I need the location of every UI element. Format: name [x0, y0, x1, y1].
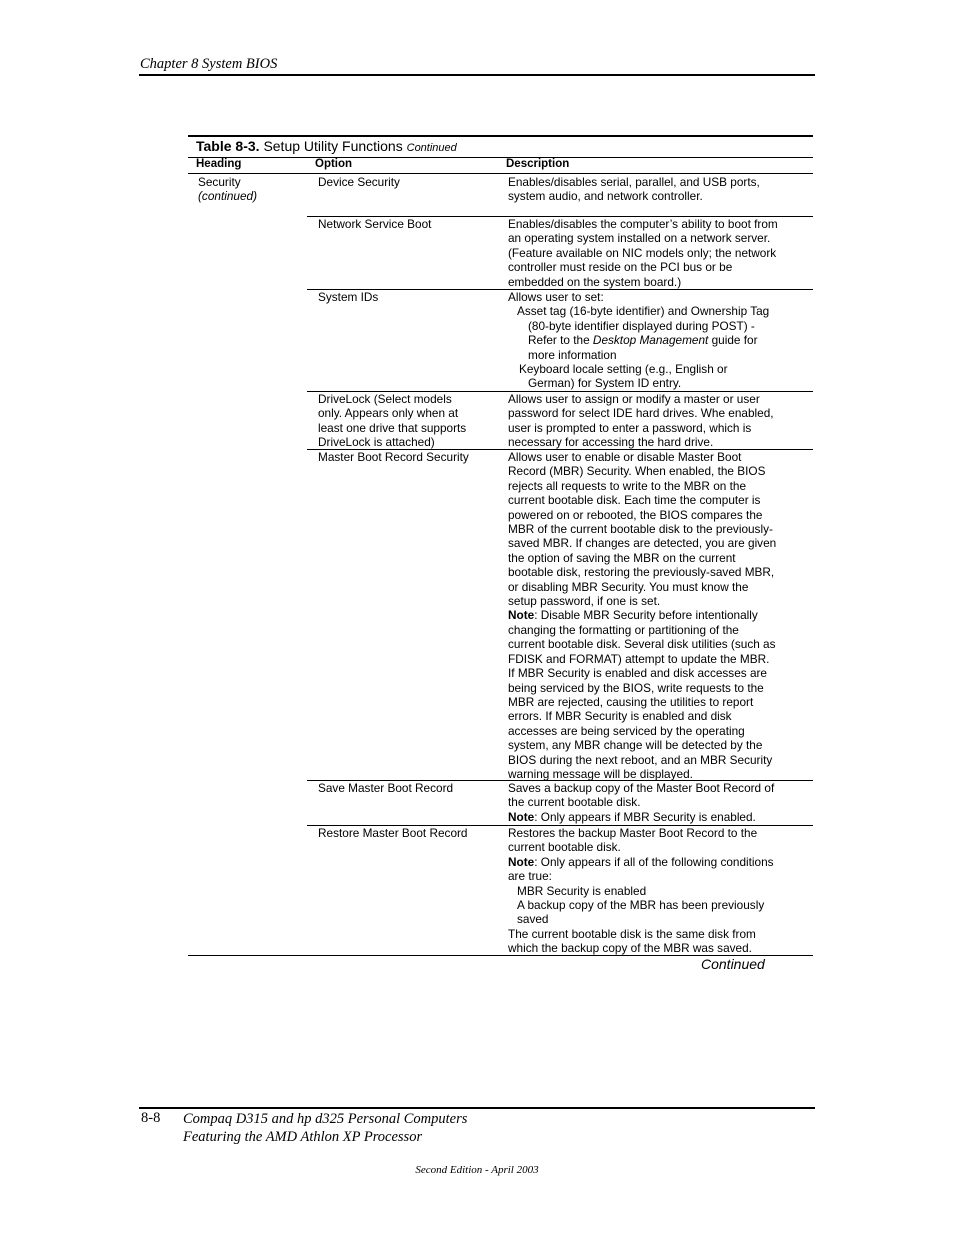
- description-line: or disabling MBR Security. You must know the: [508, 579, 749, 594]
- option-mbr-security: [318, 450, 503, 464]
- description-line: bootable disk, restoring the previously-saved MBR,: [508, 565, 775, 580]
- description-line: system audio, and network controller.: [508, 189, 703, 204]
- description-line: being serviced by the BIOS, write requests to the: [508, 680, 764, 695]
- description-line: errors. If MBR Security is enabled and disk: [508, 709, 732, 724]
- description-device-security: [508, 175, 798, 204]
- description-mbr-security: [508, 450, 798, 781]
- note-label: Note: [508, 608, 535, 623]
- description-line: Asset tag (16-byte identifier) and Ownership Tag: [517, 304, 770, 319]
- description-line: [508, 333, 798, 347]
- description-line: (Feature available on NIC models only; the network: [508, 245, 777, 260]
- condition-item: A backup copy of the MBR has been previously: [517, 898, 765, 913]
- option-drivelock: [318, 392, 503, 450]
- description-line: Restores the backup Master Boot Record to the: [508, 826, 758, 840]
- description-line: the option of saving the MBR on the current: [508, 550, 736, 565]
- option-network-service-boot: [318, 217, 503, 231]
- description-line: Allows user to set:: [508, 290, 604, 304]
- description-line: more information: [528, 347, 617, 362]
- footer-rule: [139, 1107, 815, 1109]
- option-line: Save Master Boot Record: [318, 781, 454, 795]
- description-line: accesses are being serviced by the operating: [508, 723, 745, 738]
- description-line: user is prompted to enter a password, which is: [508, 420, 752, 435]
- column-header-bottom-rule: [188, 173, 813, 174]
- option-system-ids: [318, 290, 503, 304]
- description-line: necessary for accessing the hard drive.: [508, 435, 714, 450]
- note-line: [508, 855, 798, 869]
- desktop-management-guide-title: Desktop Management: [592, 333, 709, 348]
- heading-name: Security: [198, 175, 241, 189]
- description-line: changing the formatting or partitioning of the: [508, 622, 739, 637]
- table-top-rule: [188, 135, 813, 137]
- table-label: Table 8-3.: [196, 138, 260, 154]
- heading-note: (continued): [198, 189, 258, 204]
- option-line: Master Boot Record Security: [318, 450, 469, 464]
- note-text: : Only appears if MBR Security is enabled.: [534, 809, 756, 824]
- description-line: If MBR Security is enabled and disk accesses are: [508, 666, 767, 681]
- description-restore-mbr: [508, 826, 798, 956]
- text-run: guide for: [708, 333, 758, 348]
- description-line: embedded on the system board.): [508, 274, 682, 289]
- description-line: saved MBR. If changes are detected, you are given: [508, 536, 777, 551]
- table-continued-label: Continued: [701, 956, 765, 972]
- description-line: setup password, if one is set.: [508, 594, 661, 609]
- note-line: [508, 810, 798, 824]
- description-save-mbr: [508, 781, 798, 824]
- description-line: German) for System ID entry.: [528, 376, 682, 391]
- description-line: password for select IDE hard drives. Whe enabled,: [508, 406, 774, 421]
- option-line: Network Service Boot: [318, 217, 432, 231]
- option-restore-mbr: [318, 826, 503, 840]
- option-save-mbr: [318, 781, 503, 795]
- description-system-ids: [508, 290, 798, 391]
- description-line: powered on or rebooted, the BIOS compares the: [508, 507, 763, 522]
- column-header-description: Description: [506, 158, 570, 170]
- description-line: BIOS during the next reboot, and an MBR Security: [508, 752, 773, 767]
- note-text: : Disable MBR Security before intentionally: [534, 608, 758, 623]
- column-header-heading: Heading: [196, 158, 242, 170]
- description-line: Keyboard locale setting (e.g., English or: [519, 362, 728, 377]
- note-label: Note: [508, 809, 535, 824]
- description-line: MBR of the current bootable disk to the previously-: [508, 522, 773, 537]
- description-line: Record (MBR) Security. When enabled, the BIOS: [508, 464, 766, 479]
- header-rule: [139, 74, 815, 76]
- text-run: Refer to the: [528, 333, 593, 348]
- book-title-line: Featuring the AMD Athlon XP Processor: [183, 1129, 423, 1145]
- column-header-option: Option: [315, 158, 353, 170]
- description-line: the current bootable disk.: [508, 795, 641, 810]
- description-line: are true:: [508, 869, 552, 884]
- description-line: current bootable disk. Several disk utilities (such as: [508, 637, 776, 652]
- option-line: Restore Master Boot Record: [318, 826, 468, 840]
- book-title-line: Compaq D315 and hp d325 Personal Computers: [183, 1111, 468, 1127]
- table-title: [196, 138, 457, 154]
- note-line: [508, 608, 798, 622]
- option-line: only. Appears only when at: [318, 406, 459, 421]
- description-line: system, any MBR change will be detected by the: [508, 738, 763, 753]
- description-drivelock: [508, 392, 798, 450]
- note-label: Note: [508, 854, 535, 869]
- note-text: : Only appears if all of the following conditions: [534, 854, 774, 869]
- description-line: an operating system installed on a network server.: [508, 231, 771, 246]
- description-line: (80-byte identifier displayed during POST) -: [528, 318, 755, 333]
- description-line: MBR are rejected, causing the utilities to report: [508, 694, 754, 709]
- option-device-security: [318, 175, 503, 189]
- description-line: warning message will be displayed.: [508, 766, 693, 781]
- description-line: Enables/disables serial, parallel, and USB ports,: [508, 175, 760, 189]
- description-line: controller must reside on the PCI bus or be: [508, 260, 733, 275]
- description-line: current bootable disk.: [508, 840, 621, 855]
- description-line: which the backup copy of the MBR was saved.: [508, 941, 752, 956]
- option-line: DriveLock is attached): [318, 435, 435, 450]
- description-line: Allows user to enable or disable Master Boot: [508, 450, 742, 464]
- condition-item: MBR Security is enabled: [517, 883, 647, 898]
- option-line: System IDs: [318, 290, 379, 304]
- heading-cell: [198, 175, 257, 204]
- option-line: least one drive that supports: [318, 420, 467, 435]
- description-line: Allows user to assign or modify a master or user: [508, 392, 760, 406]
- page-number: 8-8: [141, 1110, 161, 1126]
- option-line: Device Security: [318, 175, 400, 189]
- description-line: rejects all requests to write to the MBR on the: [508, 478, 747, 493]
- edition-note: Second Edition - April 2003: [415, 1164, 539, 1176]
- condition-item: saved: [517, 912, 549, 927]
- description-line: current bootable disk. Each time the computer is: [508, 493, 761, 508]
- column-header-top-rule: [188, 157, 813, 158]
- table-title-text: Setup Utility Functions: [263, 138, 403, 154]
- description-line: FDISK and FORMAT) attempt to update the MBR.: [508, 651, 770, 666]
- description-line: Saves a backup copy of the Master Boot Record of: [508, 781, 775, 795]
- table-title-suffix: Continued: [406, 142, 457, 154]
- description-line: Enables/disables the computer’s ability to boot from: [508, 217, 778, 231]
- option-line: DriveLock (Select models: [318, 392, 452, 406]
- description-network-service-boot: [508, 217, 798, 289]
- book-title: [183, 1110, 467, 1146]
- chapter-header: Chapter 8 System BIOS: [140, 56, 278, 72]
- description-line: The current bootable disk is the same disk from: [508, 926, 756, 941]
